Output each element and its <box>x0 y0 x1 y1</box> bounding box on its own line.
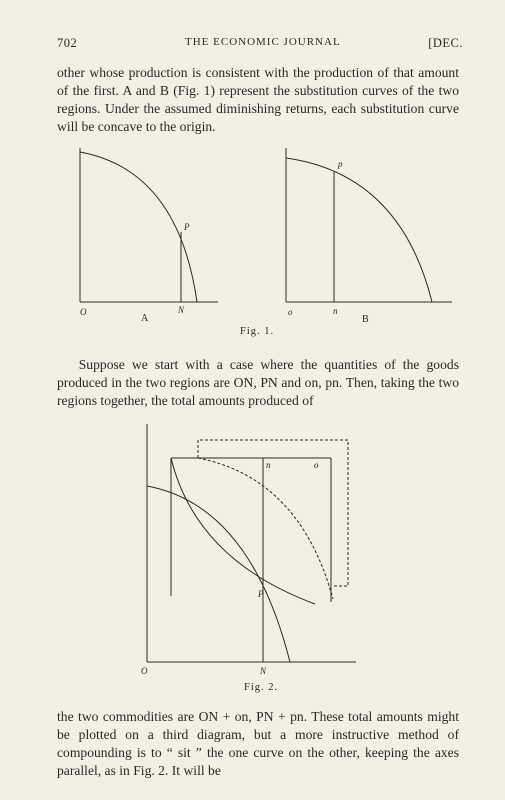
fig1a-n-label: N <box>178 305 185 315</box>
fig1b-n-label: n <box>333 306 338 316</box>
fig2-top-o-label: o <box>314 460 319 470</box>
fig1b-origin-label: o <box>288 307 293 317</box>
paragraph-1: other whose production is consistent with the production of that amount of the first. A and B (Fig. 1) represent the substitution curves of the two regions. Under the assumed diminishing returns, each substitution curve will be concave to the origin. <box>57 65 459 134</box>
fig2-dashed-box <box>198 440 348 586</box>
paragraph-3: the two commodities are ON + on, PN + pn. These total amounts might be plotted on a third diagram, but a more instructive method of compounding is to “ sit ” the one curve on the other, keeping the axes parallel, as in Fig. 2. It will be <box>57 709 459 778</box>
fig1-caption: Fig. 1. <box>240 326 275 337</box>
fig2-p-label: P <box>258 589 264 599</box>
fig1b-curve <box>286 158 432 302</box>
fig2-caption: Fig. 2. <box>244 682 279 693</box>
fig1a-origin-label: O <box>80 307 87 317</box>
fig1b-p-label: p <box>338 159 343 169</box>
fig1-panel-b <box>286 148 452 302</box>
fig2-dashed-envelope <box>198 458 333 599</box>
fig1-panel-a <box>80 148 218 302</box>
journal-title: THE ECONOMIC JOURNAL <box>185 36 341 48</box>
fig1a-curve <box>80 152 197 302</box>
paragraph-2: Suppose we start with a case where the quantities of the goods produced in the two regions are ON, PN and on, pn. Then, taking the two regions together, the total amounts produced of <box>57 357 459 408</box>
fig2-top-n-label: n <box>266 460 271 470</box>
fig2-origin-label: O <box>141 666 148 676</box>
fig2-curve-a <box>147 486 290 662</box>
fig2-shifted-b-curve <box>171 458 315 604</box>
fig1a-p-label: P <box>184 222 190 232</box>
fig1a-name: A <box>141 313 149 324</box>
page-number: 702 <box>57 36 78 50</box>
issue-month: [DEC. <box>428 36 463 50</box>
fig2-diagram <box>147 424 356 662</box>
fig1b-name: B <box>362 314 369 325</box>
fig2-n-label: N <box>260 666 267 676</box>
